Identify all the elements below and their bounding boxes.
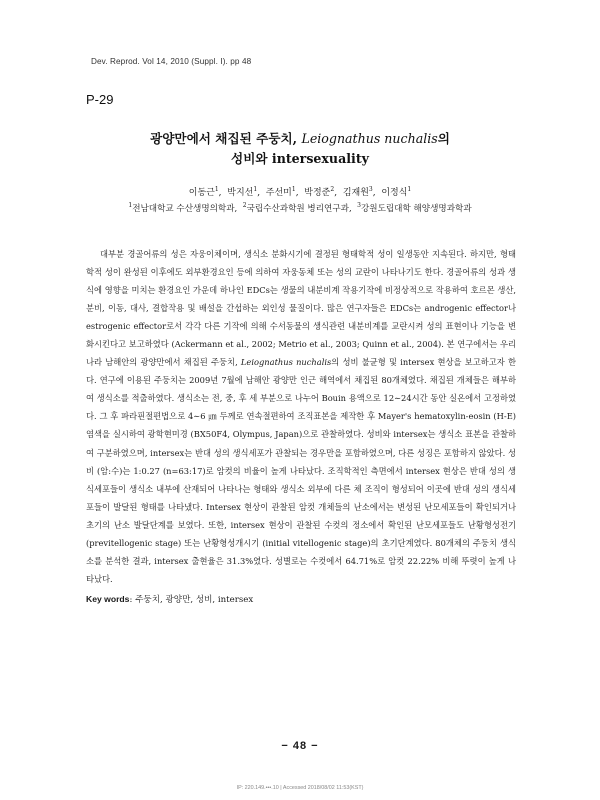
paper-id: P-29 <box>86 92 114 107</box>
abstract-body <box>86 245 516 588</box>
abstract-species: Leiognathus nuchalis <box>240 357 332 368</box>
author: 주선미$^1$ <box>265 186 296 198</box>
affiliation: $^1$전남대학교 수산생명의학과 <box>128 202 235 214</box>
page-number: − 48 − <box>281 740 319 752</box>
keywords-text: : 주둥치, 광양만, 성비, intersex <box>129 595 254 605</box>
author: 이동근$^1$ <box>188 186 219 198</box>
abstract-part-1: 대부분 경골어류의 성은 자웅이체이며, 생식소 분화시기에 결정된 형태학적 성이 일생동안 지속된다. 하지만, 형태학적 성이 완성된 이후에도 외부환경요인 등에 의하여 자웅동체 또는 성의 교란이 나타나기도 한다. 경골어류의 성과 생식에 영향을 미치는 환경요인 가운데 하나인 EDCs는 생물의 내분비계 작용기작에 비정상적으로 작용하여 호르몬 생산, 분비, 이동, 대사, 결합작용 및 배설을 간섭하는 외인성 물질이다. 많은 연구자들은 EDCs는 androgenic effector나 estrogenic effector로서 각각 다른 기작에 의해 수서동물의 생식관련 내분비계를 교란시켜 성의 표현이나 기능을 변화시킨다고 보고하였다 (Ackermann et al., 2002; Metrio et al., 2003; Quinn et al., 2004). 본 연구에서는 우리나라 남해안의 광양만에서 채집된 주둥치, <box>86 249 517 368</box>
keywords <box>86 593 253 605</box>
affiliation: $^2$국립수산과학원 병리연구과 <box>242 202 349 214</box>
abstract-part-2: 의 성비 불균형 및 intersex 현상을 보고하고자 한다. 연구에 이용된 주둥치는 2009년 7월에 남해안 광양만 인근 해역에서 채집된 80개체였다. 채집된 개체들은 해부하여 생식소를 적출하였다. 생식소는 전, 중, 후 세 부분으로 나누어 Bouin 용액으로 12∼24시간 동안 실온에서 고정하였다. 그 후 파라핀절편법으로 4∼6 ㎛ 두께로 연속절편하여 조직표본을 제작한 후 Mayer's hematoxylin-eosin (H-E) 염색을 실시하여 광학현미경 (BX50F4, Olympus, Japan)으로 관찰하였다. 성비와 intersex는 생식소 표본을 관찰하여 구분하였으며, intersex는 반대 성의 생식세포가 관찰되는 경우만을 포함하였으며, 다른 성징은 포함하지 않았다. 성비 (암:수)는 1:0.27 (n=63:17)로 암컷의 비율이 높게 나타났다. 조직학적인 측면에서 intersex 현상은 반대 성의 생식세포들이 생식소 내부에 산재되어 나타나는 형태와 생식소 외부에 다른 체 조직이 형성되어 이곳에 반대 성의 생식세포들이 발달된 형태를 나타냈다. Intersex 현상이 관찰된 암컷 개체들의 난소에서는 변성된 난모세포들이 확인되거나 초기의 난소 발달단계를 보였다. 또한, intersex 현상이 관찰된 수컷의 정소에서 확인된 난모세포들도 난황형성전기 (previtellogenic stage) 또는 난황형성개시기 (initial vitellogenic stage)의 초기단계였다. 80개체의 주둥치 생식소를 분석한 결과, intersex 출현율은 31.3%였다. 성별로는 수컷에서 64.71%로 암컷 22.22% 비해 뚜렷이 높게 나타났다. <box>86 357 516 584</box>
journal-header: Dev. Reprod. Vol 14, 2010 (Suppl. I). pp 48 <box>91 57 252 66</box>
title-suffix: 의 <box>437 131 450 146</box>
author-list: 이동근$^1$, 박지선$^1$, 주선미$^1$, 박정준$^2$, 김재원$^3$, 이정식$^1$ <box>188 186 412 198</box>
affiliation-list: $^1$전남대학교 수산생명의학과, $^2$국립수산과학원 병리연구과, $^3$강원도립대학 해양생명과학과 <box>128 202 472 214</box>
keywords-label: Key words <box>86 594 130 604</box>
title-prefix: 광양만에서 채집된 주둥치, <box>150 131 302 146</box>
author: 박정준$^2$ <box>304 186 335 198</box>
title-line-2: 성비와 intersexuality <box>231 151 369 166</box>
author: 이정식$^1$ <box>381 186 412 198</box>
access-footer: IP: 220.149.•••.10 | Accessed 2018/08/02 11:53(KST) <box>236 785 364 791</box>
title-line-1 <box>0 128 600 147</box>
author: 박지선$^1$ <box>227 186 258 198</box>
title-species: Leiognathus nuchalis <box>301 131 438 146</box>
author: 김재원$^3$ <box>342 186 373 198</box>
affiliation: $^3$강원도립대학 해양생명과학과 <box>357 202 472 214</box>
